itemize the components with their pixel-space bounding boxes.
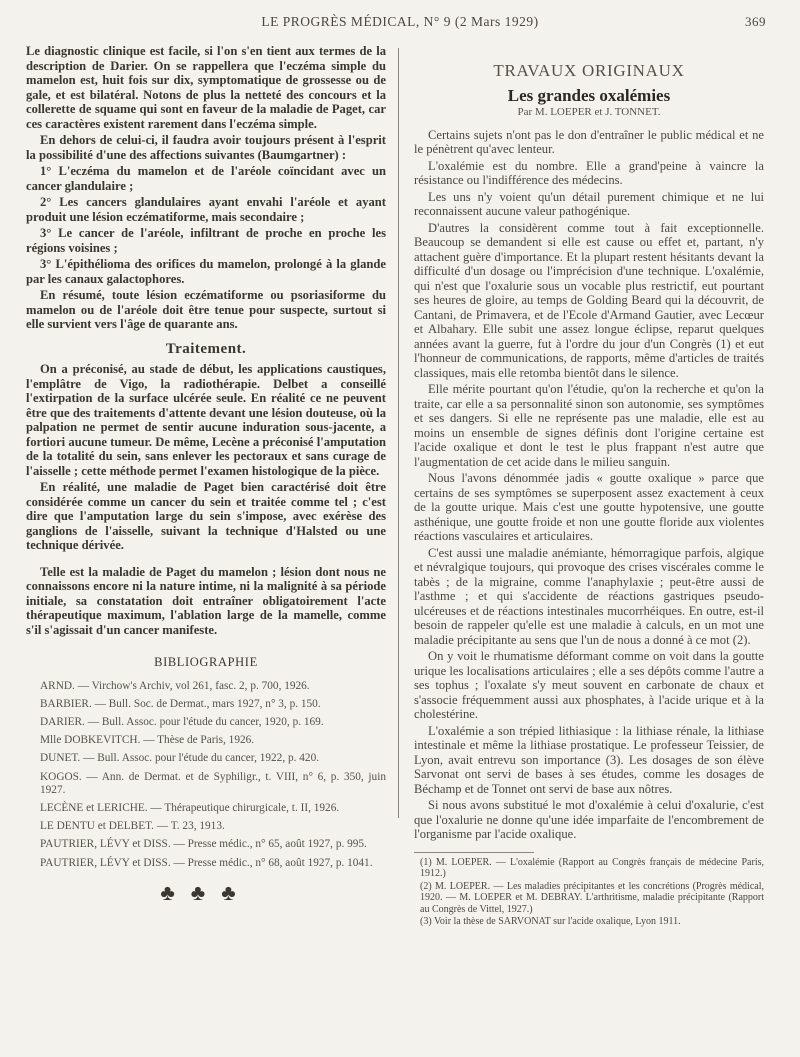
footnote: (3) Voir la thèse de SARVONAT sur l'acide oxalique, Lyon 1911. — [420, 916, 681, 927]
paragraph: Elle mérite pourtant qu'on l'étudie, qu'on la recherche et qu'on la traite, car elle a sa personnalité sinon son autonomie, ses symptômes et ses dangers. Si elle ne représente pas une maladie, elle est au moins un ensemble de signes définis dont l'origine certaine est l'acide oxalique et dont le test le plus frappant n'est autre que l'augmentation de cet acide dans le milieu sanguin. — [414, 382, 764, 469]
bibliography-entry: DARIER. — Bull. Assoc. pour l'étude du cancer, 1920, p. 169. — [40, 715, 324, 728]
list-item: 1° L'eczéma du mamelon et de l'aréole coïncidant avec un cancer glandulaire ; — [26, 164, 386, 193]
list-item: 3° L'épithélioma des orifices du mamelon, prolongé à la glande par les canaux galactophores. — [26, 257, 386, 286]
bibliography-entry: PAUTRIER, LÉVY et DISS. — Presse médic., n° 65, août 1927, p. 995. — [40, 838, 367, 851]
paragraph: En réalité, une maladie de Paget bien caractérisé doit être considérée comme un cancer du sein et traitée comme tel ; c'est dire que l'amputation large du sein s'impose, avec exérèse des ganglions de l'aisselle, suivant la technique d'Halsted ou une technique dérivée. — [26, 480, 386, 552]
footnote-separator — [414, 852, 534, 853]
paragraph: Certains sujets n'ont pas le don d'entraîner le public médical et ne le pénètrent qu'avec lenteur. — [414, 127, 764, 156]
paragraph: Nous l'avons dénommée jadis « goutte oxalique » parce que certains de ses symptômes se superposent assez exactement à ceux de la goutte urique. Mais c'est une goutte hypotensive, une goutte asthénique, une goutte froide et non une goutte floride aux violentes réactions vasculaires et articulaires. — [414, 471, 764, 543]
list-item: 2° Les cancers glandulaires ayant envahi l'aréole et ayant produit une lésion eczématiforme, mais secondaire ; — [26, 195, 386, 224]
page-number: 369 — [745, 14, 766, 29]
bibliography-entry: Mlle DOBKEVITCH. — Thèse de Paris, 1926. — [40, 734, 255, 747]
article-byline: Par M. LOEPER et J. TONNET. — [517, 106, 661, 118]
left-column — [26, 44, 386, 1049]
paragraph: D'autres la considèrent comme tout à fait exceptionnelle. Beaucoup se demandent si elle est cause ou effet et, partant, n'y attachent guère d'importance. Et la plupart restent hésitants devant la difficulté d'un dosage ou l'imprécision d'une technique. L'oxalémie, qui n'est que l'oxalurie sous un vocable plus restrictif, eut pourtant ses heures de gloire, au temps de Golding Beard qui la découvrit, de Cantani, de Primavera, et de l'Ecole d'Armand Gautier, avec Lecœur et Albahary. Elle subit une assez longue éclipse, reparut quelques années avant la guerre, fut à l'ordre du jour d'un Congrès (1) et eut l'honneur de communications, de rapports, même d'articles de traités classiques, mais elle retomba bientôt dans le silence. — [414, 220, 764, 380]
bibliography-entry: BARBIER. — Bull. Soc. de Dermat., mars 1927, n° 3, p. 150. — [40, 697, 321, 710]
ornament-icon: ♣♣♣ — [160, 879, 252, 905]
bibliography-entry: DUNET. — Bull. Assoc. pour l'étude du cancer, 1922, p. 420. — [40, 752, 320, 765]
paragraph: Le diagnostic clinique est facile, si l'on s'en tient aux termes de la description de Darier. On se rappellera que l'eczéma simple du mamelon est, huit fois sur dix, symptomatique de grossesse ou de gale, et est bilatéral. Notons de plus la netteté des concours et la collerette de squame qui sont en faveur de la maladie de Paget, car ces caractères existent rarement dans l'eczéma simple. — [26, 44, 386, 131]
paragraph: Si nous avons substitué le mot d'oxalémie à celui d'oxalurie, c'est que l'oxalurie ne donne qu'une idée imparfaite de l'encombrement de l'organisme par l'acide oxalique. — [414, 798, 764, 841]
paragraph: Les uns n'y voient qu'un détail purement chimique et ne lui reconnaissent aucune valeur pathogénique. — [414, 189, 764, 218]
right-column — [414, 44, 764, 1049]
list-item: 3° Le cancer de l'aréole, infiltrant de proche en proche les régions voisines ; — [26, 226, 386, 255]
paragraph: C'est aussi une maladie anémiante, hémorragique parfois, algique et névralgique toujours, qui provoque des crises viscérales comme le tabès ; de la migraine, comme l'anaphylaxie ; peut-être aussi de l'asthme ; et qui s'accidente de réactions gastriques pseudo-ulcéreuses et de réactions intestinales mucorrhéiques. En outre, est-il besoin de rappeler qu'elle est une maladie à calculs, en un mot une maladie précipitante au sens que l'un de nous a donné à ce mot (2). — [414, 545, 764, 647]
article-title: Les grandes oxalémies — [507, 85, 671, 105]
paragraph: On y voit le rhumatisme déformant comme on voit dans la goutte urique les localisations articulaires ; elle a ses dépôts comme l'autre a ses tophus ; l'oxalate s'y meut souvent en carbonate de chaux et s'associe fréquemment aussi aux phosphates, à l'acide urique et à la cholestérine. — [414, 649, 764, 721]
footnote: (1) M. LOEPER. — L'oxalémie (Rapport au Congrès français de médecine Paris, 1912.) — [420, 856, 764, 879]
paragraph: En dehors de celui-ci, il faudra avoir toujours présent à l'esprit la possibilité d'une des affections suivantes (Baumgartner) : — [26, 133, 386, 162]
paragraph: Telle est la maladie de Paget du mamelon ; lésion dont nous ne connaissons encore ni la nature intime, ni la malignité à sa période initiale, sa constatation doit entraîner obligatoirement l'acte thérapeutique maximum, l'ablation large de la mamelle, comme s'il s'agissait d'un cancer manifeste. — [26, 564, 386, 637]
bibliography-entry: ARND. — Virchow's Archiv, vol 261, fasc. 2, p. 700, 1926. — [40, 679, 310, 692]
paragraph: On a préconisé, au stade de début, les applications caustiques, l'emplâtre de Vigo, la radiothérapie. Delbet a conseillé l'extirpation de la surface ulcérée seule. En réalité ce ne peuvent être que des traitements d'attente devant une lésion douteuse, où la palpation ne permet de sentir aucune induration sous-jacente, a fortiori aucune tumeur. De même, Lecène a préconisé l'amputation de la totalité du sein, sans enlever les pectoraux et sans curage de l'aisselle ; cette méthode permet l'examen histologique de la pièce. — [26, 362, 386, 478]
paragraph: L'oxalémie a son trépied lithiasique : la lithiase rénale, la lithiase intestinale et même la lithiase prostatique. Le professeur Teissier, de Lyon, avait entrevu son importance (3). Les dosages de son élève Sarvonat ont servi de bases à ses études, comme les dosages de Béchamp et de Tonnet ont servi de base aux nôtres. — [414, 723, 764, 796]
section-title: Traitement. — [165, 340, 247, 357]
paragraph: L'oxalémie est du nombre. Elle a grand'peine à vaincre la résistance ou l'indifférence des médecins. — [414, 158, 764, 187]
bibliography-entry: LE DENTU et DELBET. — T. 23, 1913. — [40, 820, 225, 833]
bibliography-entry: KOGOS. — Ann. de Dermat. et de Syphiligr., t. VIII, n° 6, p. 350, juin 1927. — [40, 770, 386, 796]
paragraph: En résumé, toute lésion eczématiforme ou psoriasiforme du mamelon ou de l'aréole doit être tenue pour suspecte, surtout si elle survient vers l'âge de quarante ans. — [26, 288, 386, 331]
column-divider — [398, 48, 399, 818]
bibliography-entry: PAUTRIER, LÉVY et DISS. — Presse médic., n° 68, août 1927, p. 1041. — [40, 856, 373, 869]
page-header — [28, 14, 772, 34]
section-rubric: TRAVAUX ORIGINAUX — [493, 61, 685, 80]
footnote: (2) M. LOEPER. — Les maladies précipitantes et les concrétions (Progrès médical, 1920. — M. LOEPER et M. DEBRAY. L'arthritisme, maladie précipitante (Rapport au Congrès de Vittel, 1927.) — [420, 880, 764, 915]
bibliography-title: BIBLIOGRAPHIE — [154, 655, 258, 669]
bibliography-entry: LECÈNE et LERICHE. — Thérapeutique chirurgicale, t. II, 1926. — [40, 801, 340, 814]
journal-title: LE PROGRÈS MÉDICAL, N° 9 (2 Mars 1929) — [261, 14, 539, 29]
bibliography-list — [26, 680, 386, 870]
